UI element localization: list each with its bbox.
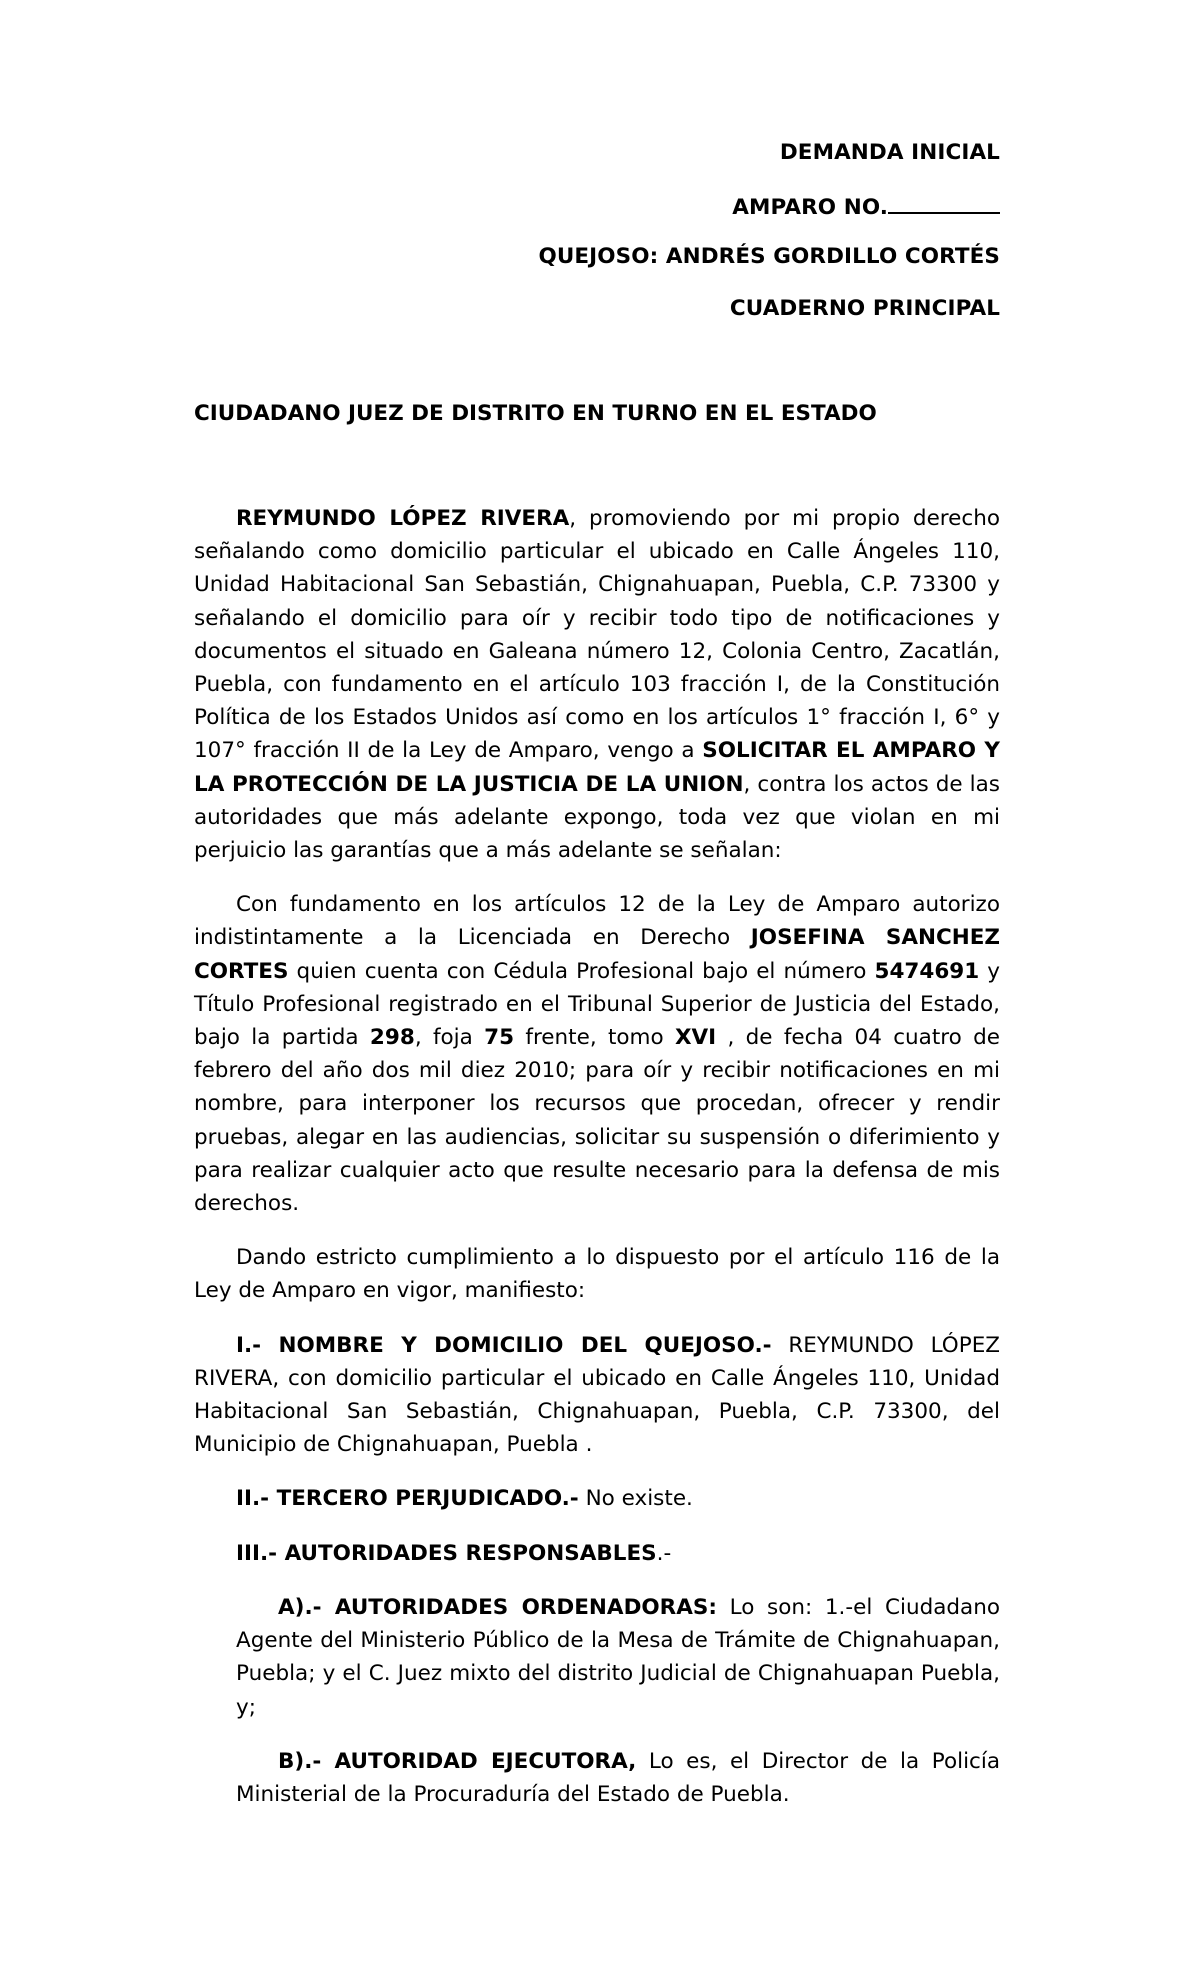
- autorizada-name: JOSEFINA SANCHEZ CORTES: [194, 925, 1000, 984]
- foja-number: 75: [484, 1025, 515, 1051]
- document-body: [194, 502, 1000, 1832]
- section-1-text: REYMUNDO LÓPEZ RIVERA, con domicilio particular el ubicado en Calle Ángeles 110, Unidad Habitacional San Sebastián, Chignahuapan, Puebla, C.P. 73300, del Municipio de Chignahuapan, Puebla .: [194, 1332, 1001, 1458]
- p2-text-6: , de fecha 04 cuatro de febrero del año dos mil diez 2010; para oír y recibir notificaciones en mi nombre, para interponer los recursos que procedan, ofrecer y rendir pruebas, alegar en las audiencias, solicitar su suspensión o diferimiento y para realizar cualquier acto que resulte necesario para la defensa de mis derechos.: [194, 1025, 1000, 1217]
- amparo-number-blank: [888, 192, 1000, 214]
- section-1-label: I.- NOMBRE Y DOMICILIO DEL QUEJOSO.-: [236, 1332, 772, 1358]
- p1-text-2: , contra los actos de las autoridades que más adelante expongo, toda vez que violan en mi perjuicio las garantías que a más adelante se señalan:: [194, 771, 1001, 864]
- section-tercero: [194, 1482, 1000, 1515]
- section-autoridades: [194, 1537, 1000, 1570]
- section-a-text: Lo son: 1.-el Ciudadano Agente del Ministerio Público de la Mesa de Trámite de Chignahuapan, Puebla; y el C. Juez mixto del distrito Judicial de Chignahuapan Puebla, y;: [236, 1594, 1000, 1720]
- section-3-label: III.- AUTORIDADES RESPONSABLES: [236, 1540, 657, 1566]
- cedula-number: 5474691: [874, 958, 980, 984]
- section-a-label: A).- AUTORIDADES ORDENADORAS:: [278, 1594, 717, 1620]
- p2-text-3: y Título Profesional registrado en el Tribunal Superior de Justicia del Estado, bajo la partida: [194, 958, 1000, 1051]
- header-amparo-no: [732, 192, 1000, 220]
- paragraph-cumplimiento: Dando estricto cumplimiento a lo dispuesto por el artículo 116 de la Ley de Amparo en vigor, manifiesto:: [194, 1245, 1000, 1304]
- section-2-text: No existe.: [578, 1486, 693, 1512]
- promovente-name: REYMUNDO LÓPEZ RIVERA: [236, 506, 570, 531]
- partida-number: 298: [369, 1025, 415, 1051]
- p2-text-5: frente, tomo: [514, 1025, 675, 1051]
- paragraph-promovente: [194, 502, 1000, 867]
- section-b-text: Lo es, el Director de la Policía Ministerial de la Procuraduría del Estado de Puebla.: [236, 1748, 1001, 1807]
- tomo-number: XVI: [674, 1025, 717, 1051]
- p2-text-2: quien cuenta con Cédula Profesional bajo el número: [288, 958, 875, 984]
- section-ejecutora: [194, 1745, 1000, 1811]
- section-b-label: B).- AUTORIDAD EJECUTORA,: [278, 1748, 637, 1774]
- amparo-label: AMPARO NO.: [732, 195, 888, 220]
- addressee: CIUDADANO JUEZ DE DISTRITO EN TURNO EN EL ESTADO: [194, 401, 877, 426]
- header-cuaderno: CUADERNO PRINCIPAL: [729, 296, 1000, 321]
- p1-text-1: , promoviendo por mi propio derecho señalando como domicilio particular el ubicado en Calle Ángeles 110, Unidad Habitacional San Sebastián, Chignahuapan, Puebla, C.P. 73300 y señalando el domicilio para oír y recibir todo tipo de notificaciones y documentos el situado en Galeana número 12, Colonia Centro, Zacatlán, Puebla, con fundamento en el artículo 103 fracción I, de la Constitución Política de los Estados Unidos así como en los artículos 1° fracción I, 6° y 107° fracción II de la Ley de Amparo, vengo a: [194, 506, 1000, 764]
- p1-bold-request: SOLICITAR EL AMPARO Y LA PROTECCIÓN DE LA JUSTICIA DE LA UNION: [194, 738, 1000, 797]
- section-3-text: .-: [656, 1540, 672, 1566]
- section-ordenadoras: [194, 1591, 1000, 1724]
- p2-text-4: , foja: [414, 1025, 485, 1051]
- paragraph-autorizado: [194, 888, 1000, 1220]
- header-demanda-inicial: DEMANDA INICIAL: [779, 140, 1000, 165]
- p2-text-1: Con fundamento en los artículos 12 de la Ley de Amparo autorizo indistintamente a la Licenciada en Derecho: [194, 892, 1000, 951]
- header-quejoso: QUEJOSO: ANDRÉS GORDILLO CORTÉS: [538, 244, 1000, 269]
- section-quejoso: [194, 1329, 1000, 1462]
- section-2-label: II.- TERCERO PERJUDICADO.-: [236, 1486, 579, 1512]
